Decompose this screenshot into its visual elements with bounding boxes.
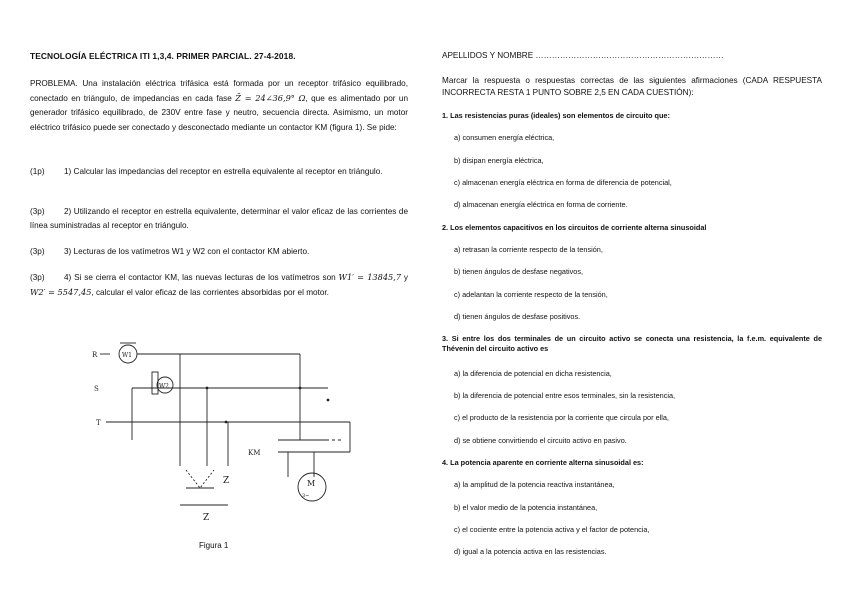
label-impedance-1: Z xyxy=(223,476,230,486)
name-field: APELLIDOS Y NOMBRE …………………………………………………………… xyxy=(442,51,724,60)
problem-text-1: PROBLEMA. Una instalación eléctrica trifásica está formada por un receptor trifásico equilibrado, conectado en triángulo, de impedancias en cada fase xyxy=(30,79,408,104)
label-wattmeter-1: W1 xyxy=(122,352,132,359)
question-3-points: (3p) xyxy=(30,247,45,256)
circuit-diagram xyxy=(88,340,368,530)
question-2-points: (3p) xyxy=(30,207,45,216)
mc-q4-option-a: a) la amplitud de la potencia reactiva instantánea, xyxy=(454,480,615,489)
question-1-text: 1) Calcular las impedancias del receptor en estrella equivalente al receptor en triángulo. xyxy=(64,167,383,176)
question-1 xyxy=(30,165,408,179)
mc-question-1: 1. Las resistencias puras (ideales) son elementos de circuito que: xyxy=(442,111,670,120)
problem-statement xyxy=(30,77,408,135)
label-phase-s: S xyxy=(94,385,99,393)
label-contactor: KM xyxy=(248,449,261,457)
label-phase-t: T xyxy=(96,419,101,427)
exam-title: TECNOLOGÍA ELÉCTRICA ITI 1,3,4. PRIMER PARCIAL. 27-4-2018. xyxy=(30,51,296,61)
mc-q1-option-d: d) almacenan energía eléctrica en forma de corriente. xyxy=(454,200,628,209)
question-4-points: (3p) xyxy=(30,273,45,282)
label-three-phase: 3~ xyxy=(302,493,310,499)
question-3 xyxy=(30,245,408,259)
mc-q2-option-a: a) retrasan la corriente respecto de la tensión, xyxy=(454,245,603,254)
mc-q3-option-a: a) la diferencia de potencial en dicha resistencia, xyxy=(454,369,612,378)
mc-q1-option-c: c) almacenan energía eléctrica en forma de diferencia de potencial, xyxy=(454,178,672,187)
label-impedance-2: Z xyxy=(203,513,210,523)
question-3-text: 3) Lecturas de los vatímetros W1 y W2 con el contactor KM abierto. xyxy=(64,247,310,256)
instructions: Marcar la respuesta o respuestas correctas de las siguientes afirmaciones (CADA RESPUESTA INCORRECTA RESTA 1 PUNTO SOBRE 2,5 EN CADA CUESTIÓN): xyxy=(442,76,822,97)
question-4-text-1: 4) Si se cierra el contactor KM, las nuevas lecturas de los vatímetros son xyxy=(64,273,336,282)
label-phase-r: R xyxy=(92,351,98,359)
question-2 xyxy=(30,205,408,233)
question-1-points: (1p) xyxy=(30,167,45,176)
question-4 xyxy=(30,270,408,300)
mc-q3-option-b: b) la diferencia de potencial entre esos terminales, sin la resistencia, xyxy=(454,391,676,400)
mc-q4-option-b: b) el valor medio de la potencia instantánea, xyxy=(454,503,598,512)
wattmeter-1-reading: W1′ = 13845,7 xyxy=(338,272,402,282)
mc-q1-option-a: a) consumen energía eléctrica, xyxy=(454,133,555,142)
mc-q1-option-b: b) disipan energía eléctrica, xyxy=(454,156,544,165)
mc-q2-option-b: b) tienen ángulos de desfase negativos, xyxy=(454,267,584,276)
mc-question-4: 4. La potencia aparente en corriente alterna sinusoidal es: xyxy=(442,458,644,467)
mc-q2-option-c: c) adelantan la corriente respecto de la tensión, xyxy=(454,290,608,299)
problem-text-2: , que es alimentado por un generador trifásico equilibrado, de 230V entre fase y neutro, secuencia directa. Asimismo, un motor eléctrico trifásico puede ser conectado y desconectado mediante un contactor KM (figura 1). Se pide: xyxy=(30,94,409,132)
mc-q4-option-c: c) el cociente entre la potencia activa y el factor de potencia, xyxy=(454,525,650,534)
label-motor: M xyxy=(307,479,316,488)
wattmeter-2-reading: W2′ = 5547,45 xyxy=(30,287,92,298)
mc-q3-option-d: d) se obtiene convirtiendo el circuito activo en pasivo. xyxy=(454,436,627,445)
mc-q4-option-d: d) igual a la potencia activa en las resistencias. xyxy=(454,547,607,556)
label-wattmeter-2: W2 xyxy=(159,383,169,390)
question-2-text: 2) Utilizando el receptor en estrella equivalente, determinar el valor eficaz de las corrientes de línea suministradas al receptor en triángulo. xyxy=(30,207,408,231)
impedance-formula: Z̄ = 24∠36,9° Ω xyxy=(235,93,306,104)
question-4-and: y xyxy=(403,273,408,282)
mc-q3-option-c: c) el producto de la resistencia por la corriente que circula por ella, xyxy=(454,413,669,422)
mc-question-2: 2. Los elementos capacitivos en los circuitos de corriente alterna sinusoidal xyxy=(442,223,707,232)
mc-q2-option-d: d) tienen ángulos de desfase positivos. xyxy=(454,312,581,321)
question-4-text-2: , calcular el valor eficaz de las corrientes absorbidas por el motor. xyxy=(91,288,329,298)
figure-caption: Figura 1 xyxy=(199,541,229,550)
mc-question-3: 3. Si entre los dos terminales de un circuito activo se conecta una resistencia, la f.e.m. equivalente de Thévenin del circuito activo es xyxy=(442,334,822,354)
